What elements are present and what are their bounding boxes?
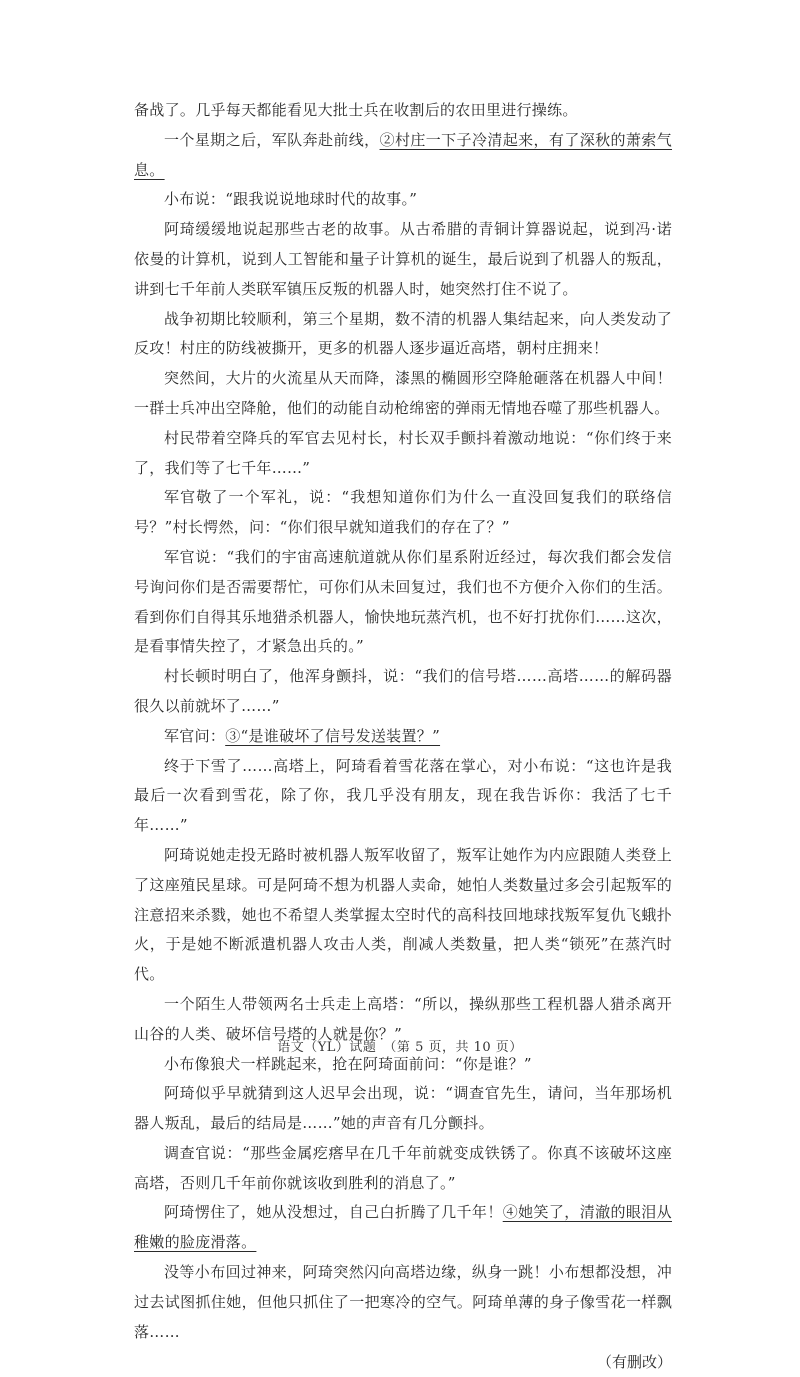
source-note: （有删改） [596,1353,672,1372]
page-footer: 语文（YL）试题 （第 5 页，共 10 页） [277,1040,523,1055]
paragraph [134,126,672,186]
text-segment: 突然间，大片的火流星从天而降，漆黑的椭圆形空降舱砸落在机器人中间！一群士兵冲出空降舱，他们的动能自动枪绵密的弹雨无情地吞噬了那些机器人。 [134,369,672,417]
text-segment: 小布像狼犬一样跳起来，抢在阿琦面前问：“你是谁？” [164,1054,532,1073]
text-segment: 没等小布回过神来，阿琦突然闪向高塔边缘，纵身一跳！小布想都没想，冲过去试图抓住她，但他只抓住了一把寒冷的空气。阿琦单薄的身子像雪花一样飘落…… [134,1263,672,1341]
paragraph [134,1258,672,1347]
text-segment: 军官问： [164,726,226,745]
paragraph [134,185,672,215]
article-body [134,96,672,1347]
paragraph [134,364,672,424]
paragraph [134,1079,672,1139]
text-segment: 一个陌生人带领两名士兵走上高塔：“所以，操纵那些工程机器人猎杀离开山谷的人类、破坏信号塔的人就是你？” [134,994,672,1043]
paragraph [134,543,672,662]
text-segment: 小布说：“跟我说说地球时代的故事。” [164,190,418,209]
paragraph [134,483,672,543]
text-segment: 备战了。几乎每天都能看见大批士兵在收割后的农田里进行操练。 [134,101,578,119]
underlined-text: ③“是谁破坏了信号发送装置？” [225,726,441,745]
paragraph [134,722,672,752]
text-segment: 阿琦说她走投无路时被机器人叛军收留了，叛军让她作为内应跟随人类登上了这座殖民星球。可是阿琦不想为机器人卖命，她怕人类数量过多会引起叛军的注意招来杀戮，她也不希望人类掌握太空时代的高科技回地球找叛军复仇飞蛾扑火，于是她不断派遣机器人攻击人类，削减人类数量，把人类“锁死”在蒸汽时代。 [134,845,672,984]
text-segment: 村长顿时明白了，他浑身颤抖，说：“我们的信号塔……高塔……的解码器很久以前就坏了……” [134,667,672,715]
paragraph [134,662,672,722]
text-segment: 调查官说：“那些金属疙瘩早在几千年前就变成铁锈了。你真不该破坏这座高塔，否则几千年前你就该收到胜利的消息了。” [134,1143,672,1192]
paragraph [134,1198,672,1258]
text-segment: 军官敬了一个军礼，说：“我想知道你们为什么一直没回复我们的联络信号？”村长愕然，问：“你们很早就知道我们的存在了？” [134,488,672,537]
paragraph [134,1139,672,1199]
paragraph [134,96,672,126]
underlined-text: ②村庄一下子冷清起来，有了深秋的萧索气息。 [134,130,673,179]
paragraph [134,424,672,484]
paragraph [134,305,672,365]
paragraph [134,215,672,304]
text-segment: 战争初期比较顺利，第三个星期，数不清的机器人集结起来，向人类发动了反攻！村庄的防线被撕开，更多的机器人逐步逼近高塔，朝村庄拥来！ [134,309,672,358]
text-segment: 军官说：“我们的宇宙高速航道就从你们星系附近经过，每次我们都会发信号询问你们是否需要帮忙，可你们从未回复过，我们也不方便介入你们的生活。看到你们自得其乐地猎杀机器人，愉快地玩蒸汽机，也不好打扰你们……这次，是看事情失控了，才紧急出兵的。” [134,547,672,656]
text-segment: 一个星期之后，军队奔赴前线， [164,130,380,149]
text-segment: 阿琦愣住了，她从没想过，自己白折腾了几千年！ [164,1203,503,1222]
paragraph [134,841,672,990]
paragraph [134,752,672,841]
text-segment: 阿琦缓缓地说起那些古老的故事。从古希腊的青铜计算器说起，说到冯·诺依曼的计算机，说到人工智能和量子计算机的诞生，最后说到了机器人的叛乱，讲到七千年前人类联军镇压反叛的机器人时，她突然打住不说了。 [134,220,672,298]
text-segment: 村民带着空降兵的军官去见村长，村长双手颤抖着激动地说：“你们终于来了，我们等了七千年……” [134,428,672,477]
text-segment: 终于下雪了……高塔上，阿琦看着雪花落在掌心，对小布说：“这也许是我最后一次看到雪花，除了你，我几乎没有朋友，现在我告诉你：我活了七千年……” [134,756,672,835]
underlined-text: ④她笑了，清澈的眼泪从稚嫩的脸庞滑落。 [134,1203,672,1252]
text-segment: 阿琦似乎早就猜到这人迟早会出现，说：“调查官先生，请问，当年那场机器人叛乱，最后的结局是……”她的声音有几分颤抖。 [134,1084,672,1133]
